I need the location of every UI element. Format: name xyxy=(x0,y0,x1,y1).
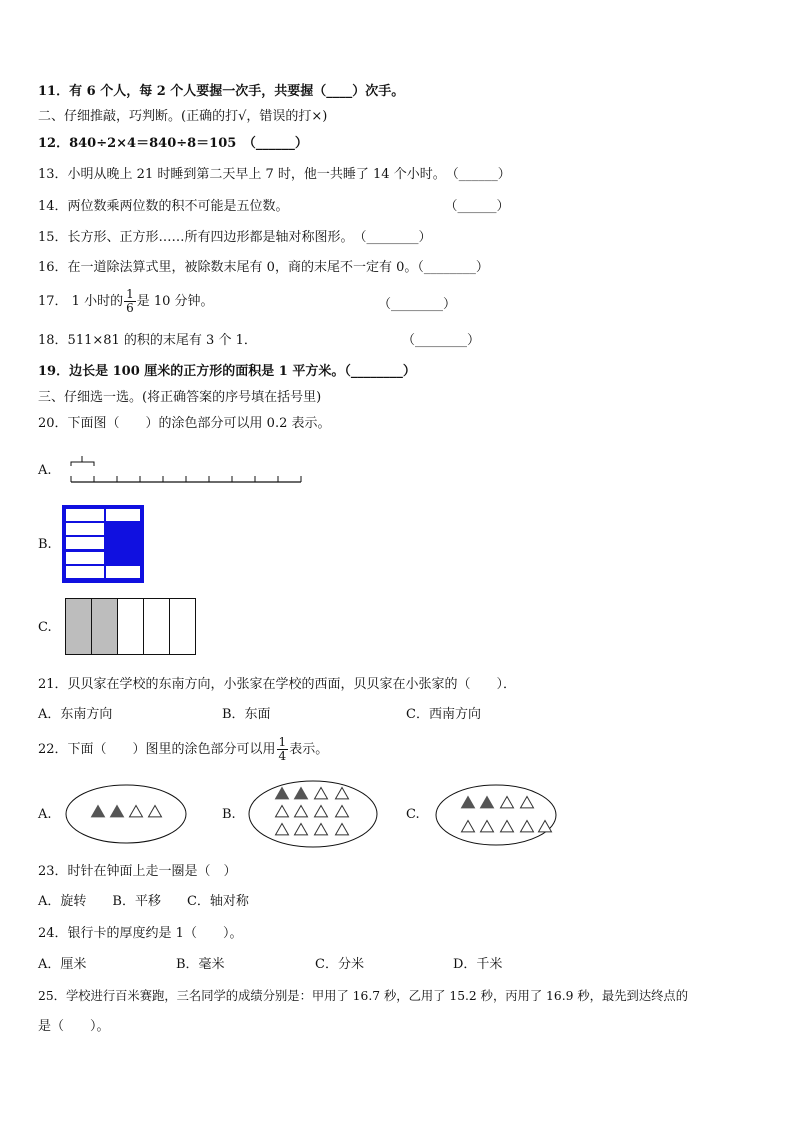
question-11: 11．有 6 个人，每 2 个人要握一次手，共要握（____）次手。 xyxy=(38,84,405,99)
brace-bracket xyxy=(71,462,94,466)
shaded-strip xyxy=(92,599,118,655)
question-16: 16．在一道除法算式里，被除数末尾有 0，商的末尾不一定有 0。（________） xyxy=(38,260,489,275)
empty-triangle xyxy=(336,806,349,817)
question-24-option-d: D．千米 xyxy=(453,957,503,972)
question-21-option-a: A．东南方向 xyxy=(38,707,113,722)
filled-triangle xyxy=(295,788,308,799)
fraction-numerator: 1 xyxy=(126,287,134,301)
filled-triangle xyxy=(462,797,475,808)
shaded-strip xyxy=(66,599,92,655)
fraction-one-sixth xyxy=(124,288,136,315)
question-15: 15．长方形、正方形……所有四边形都是轴对称图形。 （________） xyxy=(38,230,432,245)
blue-grid-figure xyxy=(62,505,144,583)
number-line-ticks xyxy=(71,476,301,482)
empty-triangle xyxy=(481,821,494,832)
option-c-label: C. xyxy=(38,620,52,635)
empty-triangle xyxy=(149,806,162,817)
question-23-options: A．旋转 B．平移 C．轴对称 xyxy=(38,894,249,909)
question-24-option-a: A．厘米 xyxy=(38,957,87,972)
question-23: 23．时针在钟面上走一圈是（ ） xyxy=(38,864,237,879)
triangles-group-c xyxy=(462,797,552,832)
blank-strip xyxy=(118,599,144,655)
fraction-denominator: 6 xyxy=(126,301,134,315)
option-a-label: A. xyxy=(38,463,52,478)
question-19: 19．边长是 100 厘米的正方形的面积是 1 平方米。（________） xyxy=(38,364,416,379)
question-22-option-c-label: C. xyxy=(406,807,420,822)
question-17-prefix: 17． 1 小时的 xyxy=(38,294,124,309)
filled-triangle xyxy=(111,806,124,817)
question-14: 14．两位数乘两位数的积不可能是五位数。 （______） xyxy=(38,199,510,214)
empty-triangle xyxy=(315,824,328,835)
empty-triangle xyxy=(336,824,349,835)
empty-triangle xyxy=(501,797,514,808)
grid-cell xyxy=(66,552,104,564)
ellipse-c-figure xyxy=(434,783,558,847)
question-22-suffix: 表示。 xyxy=(289,742,329,757)
question-24-option-b: B．毫米 xyxy=(176,957,225,972)
question-22-option-a-label: A. xyxy=(38,807,52,822)
filled-triangle xyxy=(92,806,105,817)
section-2-heading: 二、仔细推敲，巧判断。(正确的打√，错误的打×) xyxy=(38,109,328,124)
grid-cell xyxy=(106,566,140,578)
fraction-numerator: 1 xyxy=(278,735,287,749)
grid-cell xyxy=(106,509,140,521)
question-17 xyxy=(38,288,214,315)
question-24-option-c: C．分米 xyxy=(315,957,364,972)
empty-triangle xyxy=(315,788,328,799)
fraction-one-quarter xyxy=(277,736,289,763)
question-13: 13．小明从晚上 21 时睡到第二天早上 7 时，他一共睡了 14 个小时。 （______） xyxy=(38,167,511,182)
grid-cell xyxy=(66,523,104,535)
filled-triangle xyxy=(481,797,494,808)
empty-triangle xyxy=(336,788,349,799)
section-3-heading: 三、仔细选一选。(将正确答案的序号填在括号里) xyxy=(38,390,322,405)
blank-strip xyxy=(170,599,196,655)
empty-triangle xyxy=(130,806,143,817)
question-21-option-c: C．西南方向 xyxy=(406,707,481,722)
fraction-denominator: 4 xyxy=(278,749,287,763)
question-20: 20．下面图（ ）的涂色部分可以用 0.2 表示。 xyxy=(38,416,331,431)
empty-triangle xyxy=(539,821,552,832)
question-21: 21．贝贝家在学校的东南方向，小张家在学校的西面，贝贝家在小张家的（ ）． xyxy=(38,677,517,692)
question-21-option-b: B．东面 xyxy=(222,707,271,722)
filled-triangle xyxy=(276,788,289,799)
empty-triangle xyxy=(462,821,475,832)
question-24: 24．银行卡的厚度约是 1（ ）。 xyxy=(38,926,243,941)
empty-triangle xyxy=(521,797,534,808)
empty-triangle xyxy=(315,806,328,817)
question-22 xyxy=(38,736,328,763)
grid-cell xyxy=(66,537,104,549)
number-line-figure xyxy=(68,454,304,486)
question-18: 18．511×81 的积的末尾有 3 个 1． xyxy=(38,333,257,348)
question-17-blank: （________） xyxy=(378,297,457,312)
grid-cell xyxy=(66,566,104,578)
strip-figure xyxy=(65,598,197,656)
empty-triangle xyxy=(295,806,308,817)
question-25-line-1: 25．学校进行百米赛跑，三名同学的成绩分别是：甲用了 16.7 秒，乙用了 15.2 秒，丙用了 16.9 秒，最先到达终点的 xyxy=(38,989,689,1003)
empty-triangle xyxy=(521,821,534,832)
question-18-blank: （________） xyxy=(402,333,481,348)
question-22-option-b-label: B. xyxy=(222,807,236,822)
ellipse-b-figure xyxy=(247,779,379,849)
triangles-group-a xyxy=(92,806,162,817)
empty-triangle xyxy=(501,821,514,832)
ellipse-outline xyxy=(66,785,186,843)
grid-cell xyxy=(66,509,104,521)
question-17-suffix: 是 10 分钟。 xyxy=(136,294,214,309)
ellipse-outline xyxy=(436,785,556,845)
question-12: 12．840÷2×4＝840÷8＝105 （______） xyxy=(38,136,308,151)
triangles-group-b xyxy=(276,788,349,835)
empty-triangle xyxy=(276,824,289,835)
question-22-prefix: 22．下面（ ）图里的涂色部分可以用 xyxy=(38,742,276,757)
question-25-line-2: 是（ ）。 xyxy=(38,1019,110,1034)
empty-triangle xyxy=(276,806,289,817)
blank-strip xyxy=(144,599,170,655)
ellipse-a-figure xyxy=(64,783,188,845)
ellipse-outline xyxy=(249,781,377,847)
option-b-label: B. xyxy=(38,537,52,552)
empty-triangle xyxy=(295,824,308,835)
